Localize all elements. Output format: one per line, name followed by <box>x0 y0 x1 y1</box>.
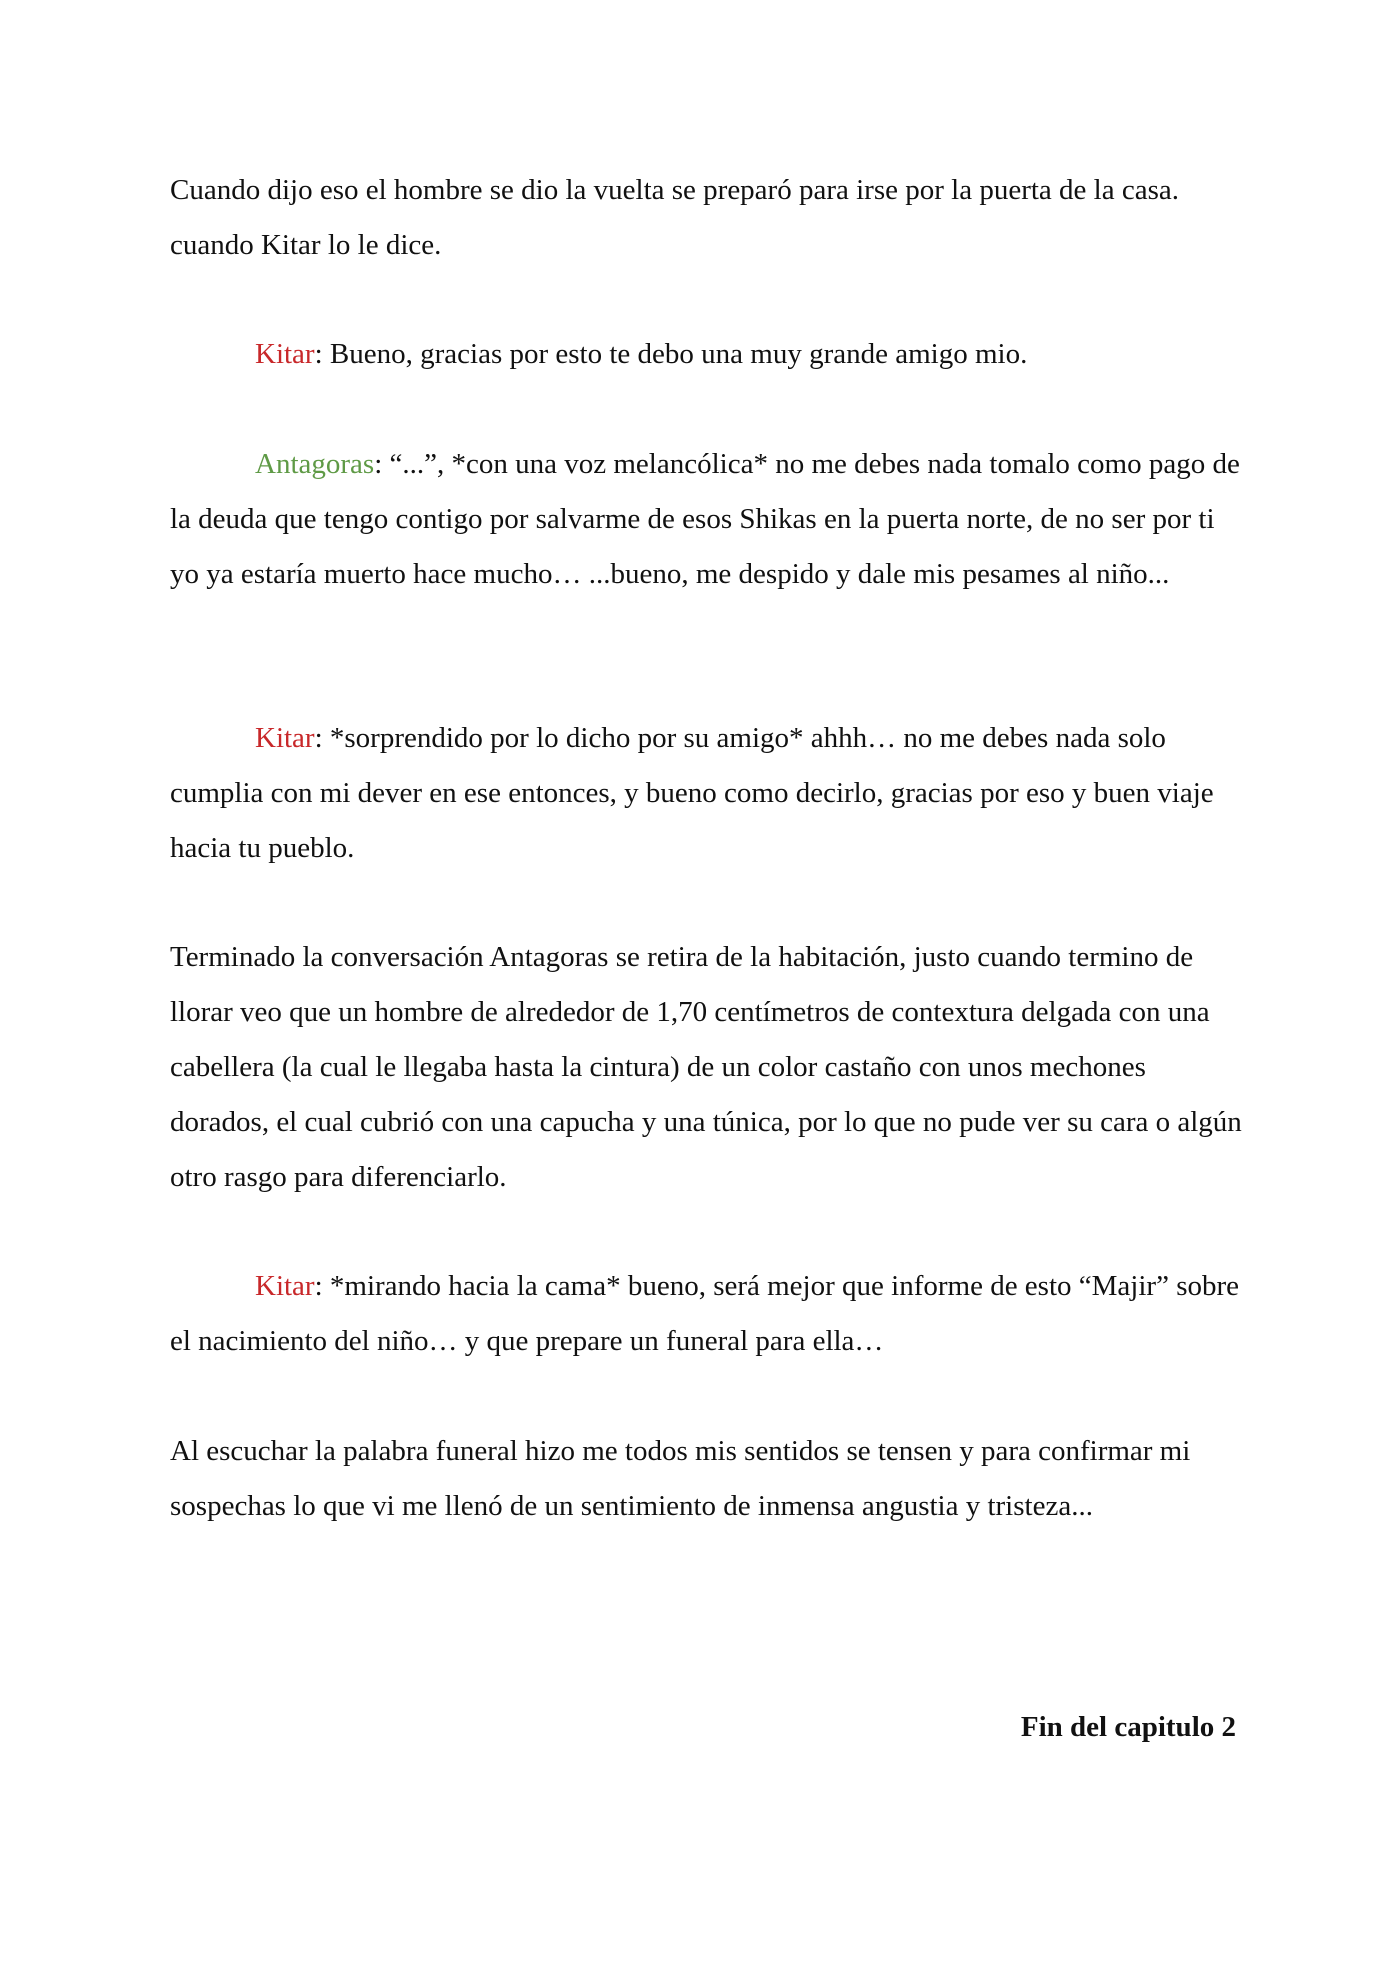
paragraph-text: Al escuchar la palabra funeral hizo me todos mis sentidos se tensen y para confirmar mi sospechas lo que vi me llenó de un sentimiento de inmensa angustia y tristeza... <box>170 1435 1191 1522</box>
dialogue-text: : “...”, *con una voz melancólica* no me debes nada tomalo como pago de la deuda que tengo contigo por salvarme de esos Shikas en la puerta norte, de no ser por ti yo ya estaría muerto hace mucho… ...bueno, me despido y dale mis pesames al niño... <box>170 448 1240 590</box>
paragraph-narration-3 <box>170 1424 1245 1534</box>
dialogue-text: : Bueno, gracias por esto te debo una muy grande amigo mio. <box>314 338 1028 370</box>
speaker-name-kitar: Kitar <box>255 1270 315 1302</box>
paragraph-text: Cuando dijo eso el hombre se dio la vuelta se preparó para irse por la puerta de la casa. cuando Kitar lo le dice. <box>170 174 1179 261</box>
dialogue-kitar-2 <box>170 711 1245 876</box>
dialogue-kitar-3 <box>170 1259 1245 1369</box>
paragraph-narration-1 <box>170 163 1245 273</box>
speaker-name-kitar: Kitar <box>255 722 315 754</box>
dialogue-antagoras-1 <box>170 437 1245 602</box>
speaker-name-kitar: Kitar <box>255 338 315 370</box>
speaker-name-antagoras: Antagoras <box>255 448 375 480</box>
chapter-end-label: Fin del capitulo 2 <box>1020 1711 1236 1743</box>
dialogue-text: : *sorprendido por lo dicho por su amigo* ahhh… no me debes nada solo cumplia con mi dever en ese entonces, y bueno como decirlo, gracias por eso y buen viaje hacia tu pueblo. <box>170 722 1214 864</box>
paragraph-text: Terminado la conversación Antagoras se retira de la habitación, justo cuando termino de llorar veo que un hombre de alrededor de 1,70 centímetros de contextura delgada con una cabellera (la cual le llegaba hasta la cintura) de un color castaño con unos mechones dorados, el cual cubrió con una capucha y una túnica, por lo que no pude ver su cara o algún otro rasgo para diferenciarlo. <box>170 941 1242 1193</box>
paragraph-narration-2 <box>170 930 1245 1205</box>
dialogue-kitar-1 <box>170 327 1245 382</box>
dialogue-text: : *mirando hacia la cama* bueno, será mejor que informe de esto “Majir” sobre el nacimiento del niño… y que prepare un funeral para ella… <box>170 1270 1240 1357</box>
